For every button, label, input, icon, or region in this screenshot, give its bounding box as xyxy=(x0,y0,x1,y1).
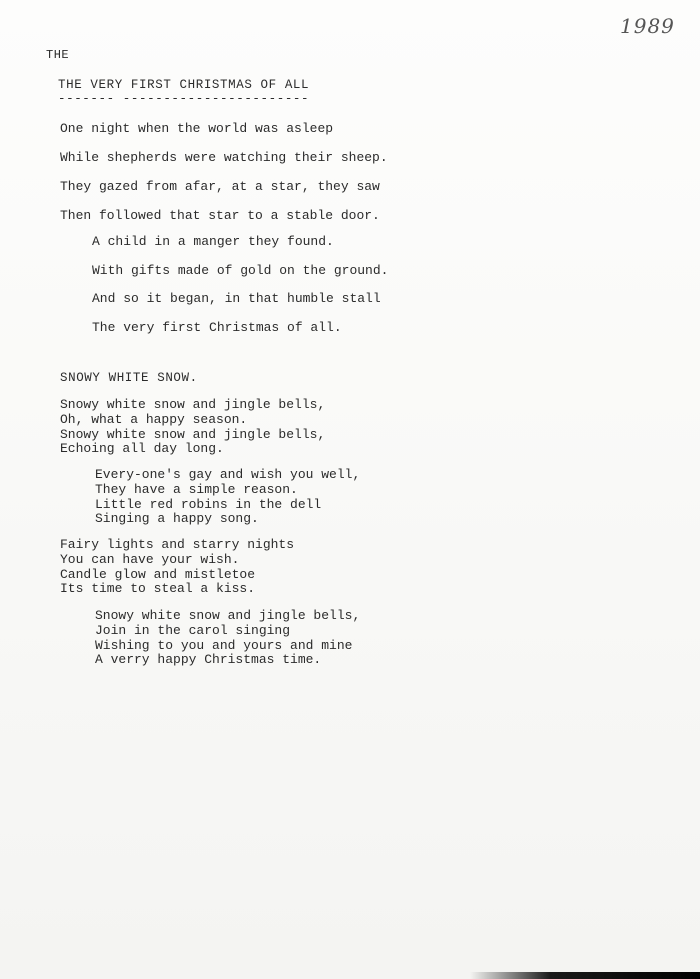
stanza-line: Singing a happy song. xyxy=(95,511,259,527)
stanza-line: Every-one's gay and wish you well, xyxy=(95,467,361,482)
stanza-line: Snowy white snow and jingle bells, xyxy=(60,426,326,442)
stanza-line: Join in the carol singing xyxy=(95,622,291,638)
song2-stanza4 xyxy=(95,609,360,668)
stanza-line: Candle glow and mistletoe xyxy=(60,566,256,582)
stanza-line: Little red robins in the dell xyxy=(95,496,322,512)
handwritten-year: 1989 xyxy=(620,14,675,38)
verse-line: While shepherds were watching their sheep. xyxy=(60,150,388,165)
song1-title-underline: ------- ----------------------- xyxy=(58,92,310,106)
scan-edge-shadow xyxy=(470,972,700,979)
verse-line: They gazed from afar, at a star, they saw xyxy=(60,179,380,194)
stanza-line: Fairy lights and starry nights xyxy=(60,537,295,552)
verse-line: The very first Christmas of all. xyxy=(92,319,342,335)
stanza-line: A verry happy Christmas time. xyxy=(95,652,322,668)
song2-stanza3 xyxy=(60,538,294,597)
song1-verse1 xyxy=(60,114,388,230)
verse-line: A child in a manger they found. xyxy=(92,234,334,249)
stanza-line: Snowy white snow and jingle bells, xyxy=(60,397,326,412)
verse-line: Then followed that star to a stable door. xyxy=(60,208,380,223)
verse-line: With gifts made of gold on the ground. xyxy=(92,262,389,278)
song2-stanza2 xyxy=(95,468,360,527)
song2-stanza1 xyxy=(60,398,325,457)
stanza-line: Wishing to you and yours and mine xyxy=(95,637,353,653)
stanza-line: They have a simple reason. xyxy=(95,481,298,497)
song1-title: THE VERY FIRST CHRISTMAS OF ALL xyxy=(58,78,310,92)
page-heading: THE xyxy=(46,48,70,62)
song1-verse2 xyxy=(92,228,388,342)
stanza-line: Its time to steal a kiss. xyxy=(60,581,256,597)
stanza-line: You can have your wish. xyxy=(60,551,240,567)
stanza-line: Snowy white snow and jingle bells, xyxy=(95,608,361,623)
stanza-line: Echoing all day long. xyxy=(60,441,224,457)
verse-line: One night when the world was asleep xyxy=(60,121,334,136)
song2-title: SNOWY WHITE SNOW. xyxy=(60,371,198,385)
verse-line: And so it began, in that humble stall xyxy=(92,291,381,306)
stanza-line: Oh, what a happy season. xyxy=(60,411,248,427)
